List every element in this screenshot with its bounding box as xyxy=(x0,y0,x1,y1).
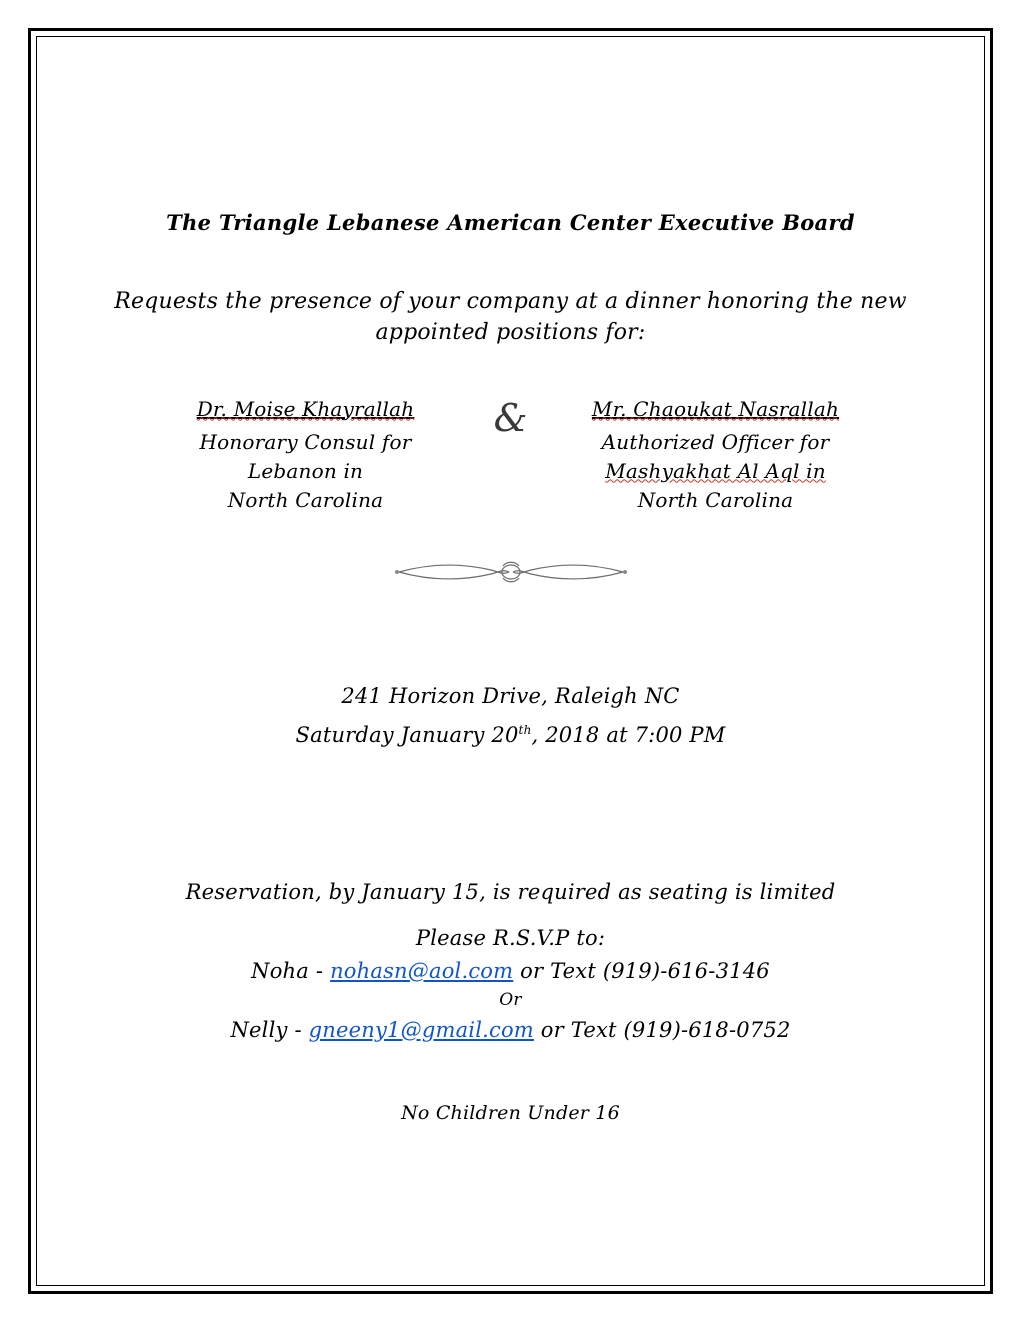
rsvp-contact-1: Noha - nohasn@aol.com or Text (919)-616-3146 xyxy=(251,958,770,983)
reservation-notice: Reservation, by January 15, is required as seating is limited xyxy=(185,880,836,905)
venue-address: 241 Horizon Drive, Raleigh NC xyxy=(341,683,680,708)
honoree-right xyxy=(551,395,881,515)
honoree-right-role-3: North Carolina xyxy=(637,487,794,512)
date-ordinal-suffix: th xyxy=(518,723,532,738)
request-line-2: appointed positions for: xyxy=(375,319,646,345)
rsvp-header: Please R.S.V.P to: xyxy=(415,926,606,951)
honoree-left-role-1: Honorary Consul for xyxy=(199,429,412,454)
rsvp-contact-2: Nelly - gneeny1@gmail.com or Text (919)-618-0752 xyxy=(230,1017,791,1042)
invitation-content xyxy=(60,60,961,1260)
honoree-left-name: Dr. Moise Khayrallah xyxy=(196,396,415,421)
rsvp-block xyxy=(60,922,961,1046)
email-link-nelly[interactable]: gneeny1@gmail.com xyxy=(308,1017,534,1042)
event-datetime: Saturday January 20th, 2018 at 7:00 PM xyxy=(295,723,726,748)
ornamental-divider xyxy=(60,555,961,589)
honoree-left-role-2: Lebanon in xyxy=(247,458,364,483)
rsvp-or-label: Or xyxy=(499,990,522,1011)
honoree-left xyxy=(141,395,471,515)
honoree-right-role-1: Authorized Officer for xyxy=(601,429,830,454)
flourish-icon xyxy=(391,557,631,587)
page-title: The Triangle Lebanese American Center Executive Board xyxy=(166,210,855,235)
request-text xyxy=(60,287,961,349)
request-line-1: Requests the presence of your company at a dinner honoring the new xyxy=(114,289,907,314)
ampersand-ornament: & xyxy=(493,395,528,440)
event-details xyxy=(60,677,961,757)
age-restriction-note: No Children Under 16 xyxy=(401,1102,620,1125)
honoree-right-name: Mr. Chaoukat Nasrallah xyxy=(591,396,840,421)
email-link-noha[interactable]: nohasn@aol.com xyxy=(330,958,514,983)
honorees-row xyxy=(60,395,961,515)
honoree-left-role-3: North Carolina xyxy=(227,487,384,512)
honoree-right-role-2: Mashyakhat Al Aql in xyxy=(605,458,826,483)
